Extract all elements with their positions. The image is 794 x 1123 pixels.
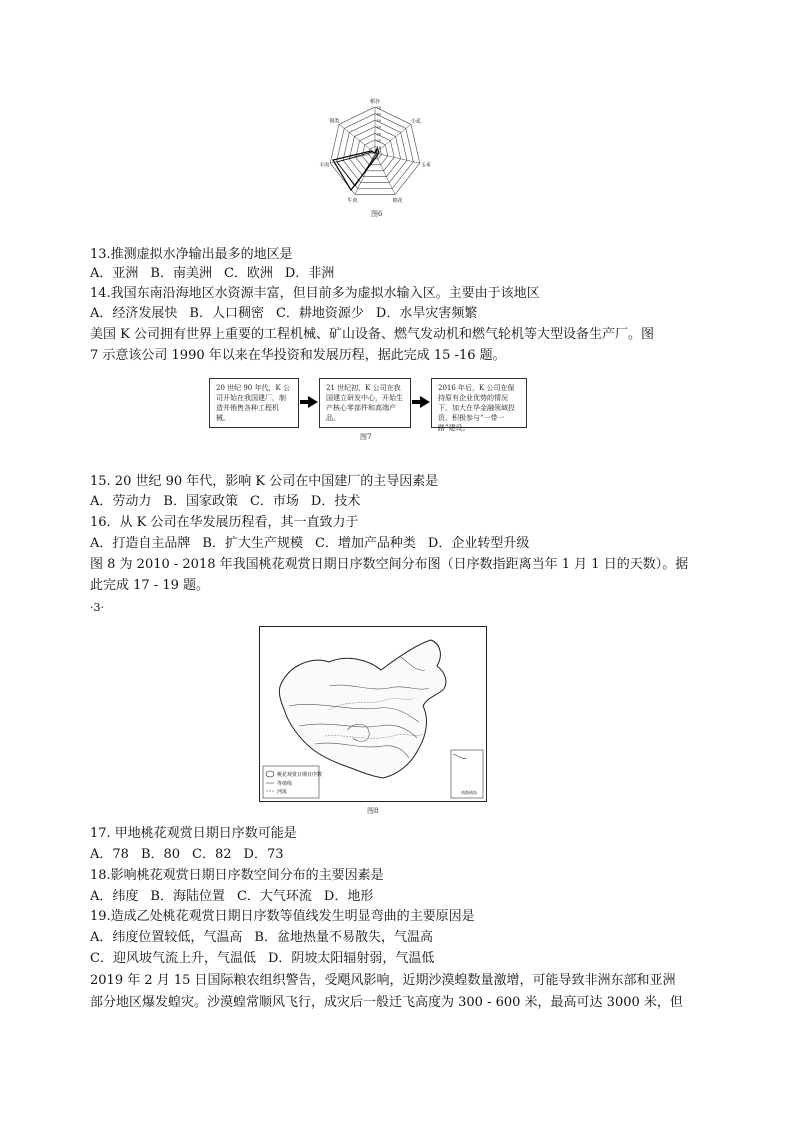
fig6-radar-chart	[315, 98, 435, 208]
q14-option-c[interactable]: C．耕地资源少	[275, 306, 364, 321]
q18-options	[90, 889, 385, 905]
legend-label-0: 桃花观赏日期日序数	[277, 772, 323, 778]
q15-option-b[interactable]: B．国家政策	[163, 494, 238, 509]
q19-question: 19.造成乙处桃花观赏日期日序数等值线发生明显弯曲的主要原因是	[90, 909, 475, 924]
fig7-arrow-1-icon	[308, 396, 318, 408]
q16-option-b[interactable]: B．扩大生产规模	[202, 536, 303, 551]
radar-scale-label: 70	[376, 106, 381, 110]
q13-option-c[interactable]: C．欧洲	[223, 266, 273, 281]
legend-label-1: 等值线	[277, 781, 293, 787]
radar-axis-label: 稻谷	[369, 99, 381, 105]
fig8-caption: 图8	[367, 807, 379, 815]
q18-option-d[interactable]: D．地形	[323, 889, 374, 904]
q14-options	[90, 306, 489, 322]
q13-option-b[interactable]: B．南美洲	[150, 266, 212, 281]
radar-scale-label: 50	[376, 119, 381, 124]
radar-axis-label: 钢类	[329, 118, 340, 125]
radar-spoke	[375, 153, 420, 163]
radar-axis-label: 小麦	[410, 118, 421, 125]
radar-scale-label: 40	[376, 125, 381, 130]
fig6-caption: 图6	[371, 210, 383, 218]
q14-option-a[interactable]: A．经济发展快	[90, 306, 178, 321]
q13-option-d[interactable]: D．非洲	[284, 266, 335, 281]
q19-options-row1	[90, 930, 445, 946]
intro-fig8-line2: 此完成 17 - 19 题。	[90, 578, 210, 593]
q18-option-a[interactable]: A．纬度	[90, 889, 139, 904]
q13-options	[90, 266, 346, 282]
page-marker: ·3·	[90, 601, 104, 614]
radar-axis-label: 玉米	[420, 162, 431, 169]
radar-axis-label: 牛肉	[347, 197, 358, 204]
intro-fig8-line1: 图 8 为 2010 - 2018 年我国桃花观赏日期日序数空间分布图（日序数指距离当年 1 月 1 日的天数）。据	[90, 557, 689, 572]
radar-scale-label: 0	[376, 152, 379, 156]
q15-options	[90, 494, 372, 510]
legend-label-2: 河流	[277, 789, 288, 795]
q15-option-c[interactable]: C．市场	[249, 494, 299, 509]
radar-scale-label: 60	[376, 112, 381, 117]
q13-option-a[interactable]: A．亚洲	[90, 266, 139, 281]
q16-option-d[interactable]: D．企业转型升级	[427, 536, 530, 551]
q19-option-a[interactable]: A．纬度位置较低，气温高	[90, 930, 243, 945]
inset-label: 南海诸岛	[461, 790, 477, 795]
q13-question: 13.推测虚拟水净输出最多的地区是	[90, 247, 293, 262]
q14-option-b[interactable]: B．人口稠密	[189, 306, 264, 321]
q15-option-d[interactable]: D．技术	[310, 494, 361, 509]
fig7-arrow-2-icon	[420, 396, 430, 408]
radar-scale-label: 20	[376, 138, 381, 143]
q17-option-d[interactable]: D．73	[243, 847, 284, 862]
q19-options-row2	[90, 951, 446, 967]
radar-scale-label: 10	[376, 145, 381, 150]
q19-option-c[interactable]: C．迎风坡气流上升，气温低	[90, 951, 256, 966]
q16-option-c[interactable]: C．增加产品种类	[314, 536, 416, 551]
intro-k-line1: 美国 K 公司拥有世界上重要的工程机械、矿山设备、燃气发动机和燃气轮机等大型设备生产厂。图	[90, 327, 654, 342]
fig7-box-1: 20 世纪 90 年代，K 公司开始在我国建厂，制造并销售各种工程机械。	[209, 378, 299, 428]
radar-scale-label: 30	[376, 132, 381, 137]
q19-option-b[interactable]: B．盆地热量不易散失，气温高	[254, 930, 433, 945]
q16-option-a[interactable]: A．打造自主品牌	[90, 536, 191, 551]
fig7-box-3: 2016 年后，K 公司在保持原有企业优势的情况下，加大在华金融领域投资，积极参与“一带一路”建设。	[431, 378, 527, 428]
locust-line2: 部分地区爆发蝗灾。沙漠蝗常顺风飞行，成灾后一般迁飞高度为 300 - 600 米，最高可达 3000 米，但	[90, 995, 683, 1010]
q17-option-a[interactable]: A．78	[90, 847, 129, 862]
q19-option-d[interactable]: D．阴坡太阳辐射弱，气温低	[267, 951, 435, 966]
q17-options	[90, 847, 296, 863]
locust-line1: 2019 年 2 月 15 日国际粮农组织警告，受飓风影响，近期沙漠蝗数量激增，可能导致非洲东部和亚洲	[90, 973, 676, 988]
q14-question: 14.我国东南沿海地区水资源丰富，但目前多为虚拟水输入区。主要由于该地区	[90, 286, 540, 301]
q16-options	[90, 536, 541, 552]
q17-option-c[interactable]: C．82	[192, 847, 232, 862]
q18-option-c[interactable]: C．大气环流	[236, 889, 312, 904]
fig8-china-map	[259, 626, 487, 802]
q15-question: 15. 20 世纪 90 年代，影响 K 公司在中国建厂的主导因素是	[90, 474, 439, 489]
radar-axis-label: 羊肉	[319, 162, 330, 169]
q17-option-b[interactable]: B．80	[140, 847, 181, 862]
fig7-caption: 图7	[360, 433, 372, 441]
q15-option-a[interactable]: A．劳动力	[90, 494, 152, 509]
q17-question: 17. 甲地桃花观赏日期日序数可能是	[90, 826, 297, 841]
fig7-box-2: 21 世纪初，K 公司在我国建立研发中心，开始生产核心零部件和高端产品。	[319, 378, 411, 428]
q18-option-b[interactable]: B．海陆位置	[150, 889, 225, 904]
intro-k-line2: 7 示意该公司 1990 年以来在华投资和发展历程，据此完成 15 -16 题。	[90, 348, 506, 363]
q14-option-d[interactable]: D．水旱灾害频繁	[375, 306, 478, 321]
q16-question: 16．从 K 公司在华发展历程看，其一直致力于	[90, 515, 359, 530]
radar-axis-label: 棉花	[392, 197, 403, 204]
q18-question: 18.影响桃花观赏日期日序数空间分布的主要因素是	[90, 868, 384, 883]
